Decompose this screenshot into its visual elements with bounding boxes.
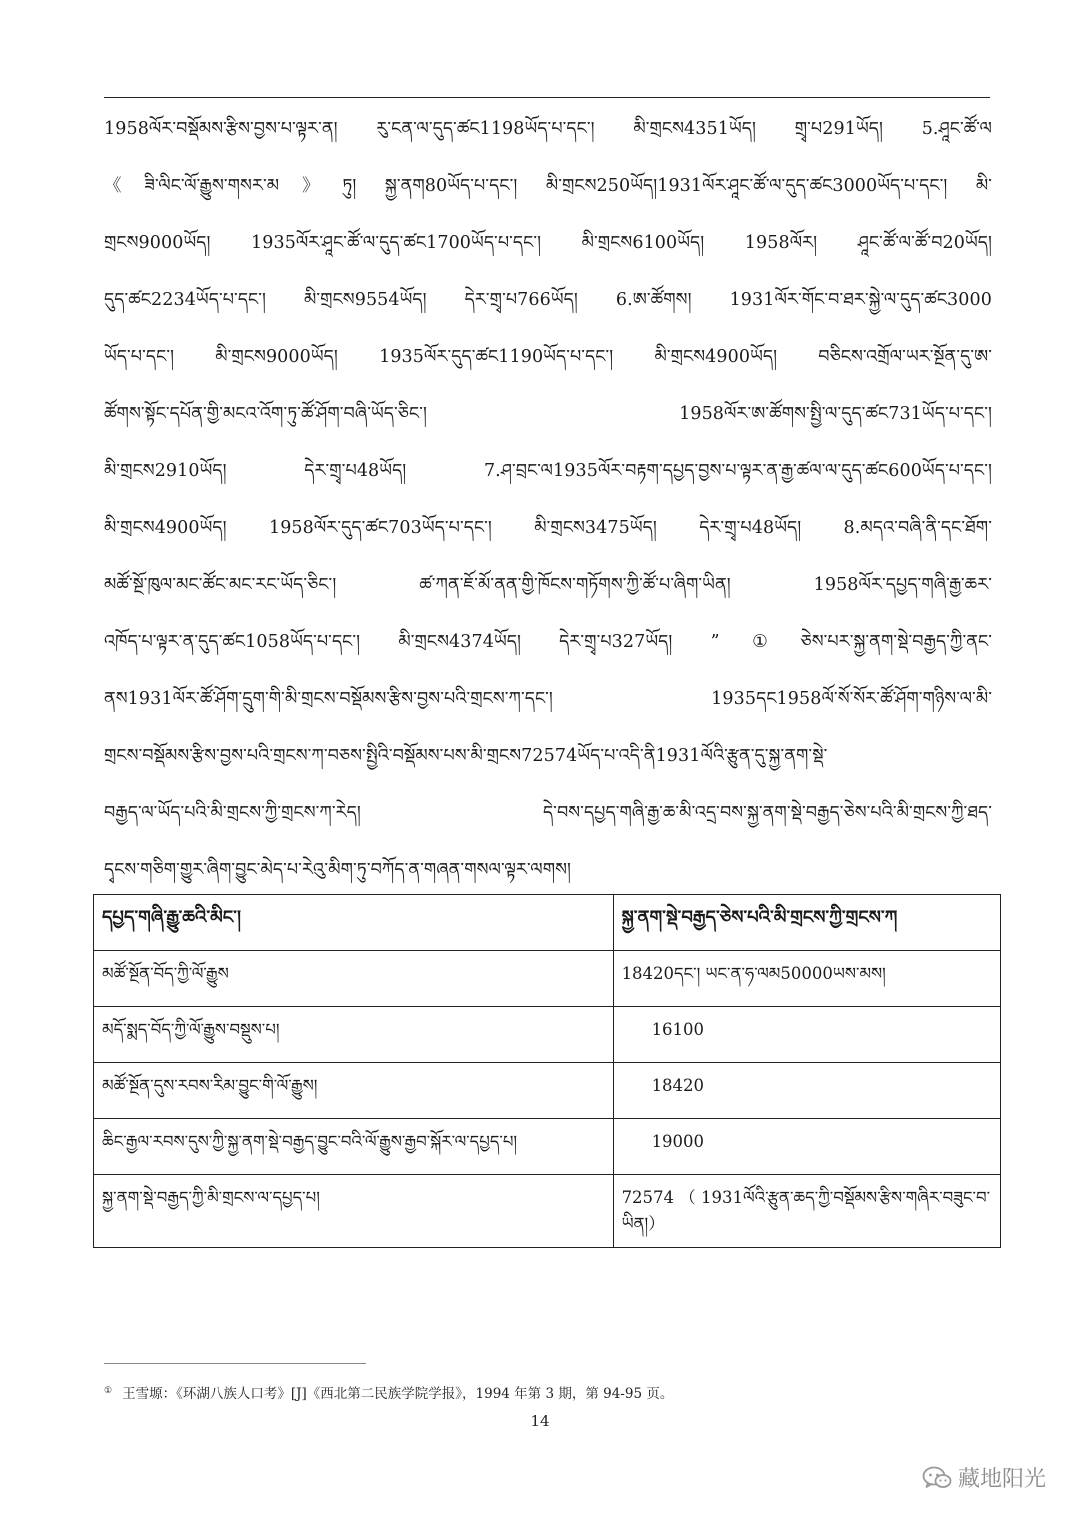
table-cell-count: 18420དང་། ཡང་ན་ཧ་ལམ50000ཡས་མས། — [613, 951, 1000, 1007]
table-header-row — [94, 895, 1001, 951]
footnote — [104, 1382, 673, 1402]
body-line: ཡོད་པ་དང་། མི་གྲངས9000ཡོད། 1935ལོར་དུད་ཚང1190ཡོད་པ་དང་། མི་གྲངས4900ཡོད། བཅིངས་འགྲོལ་ཡར་སྔོན་དུ་ཨ་ — [104, 347, 992, 367]
body-line: ཚོགས་སྟོང་དཔོན་གྱི་མངའ་འོག་ཏུ་ཚོ་ཤོག་བཞི་ཡོད་ཅིང་། 1958ལོར་ཨ་ཚོགས་སྤྱི་ལ་དུད་ཚང731ཡོད་པ་དང་། — [104, 404, 992, 424]
body-line: ནས1931ལོར་ཚོ་ཤོག་དྲུག་གི་མི་གྲངས་བསྡོམས་རྩིས་བྱས་པའི་གྲངས་ཀ་དང་། 1935དང1958ལོ་སོ་སོར་ཚོ་ཤོག་གཉིས་ལ་མི་ — [104, 689, 992, 709]
page-number: 14 — [530, 1412, 550, 1430]
table-cell-source: ཆིང་རྒྱལ་རབས་དུས་ཀྱི་སྐྱ་ནག་སྡེ་བརྒྱད་བྱུང་བའི་ལོ་རྒྱུས་རྒྱབ་སྐོར་ལ་དཔྱད་པ། — [94, 1119, 614, 1175]
body-line: བརྒྱད་ལ་ཡོད་པའི་མི་གྲངས་ཀྱི་གྲངས་ཀ་རེད། དེ་བས་དཔྱད་གཞི་རྒྱ་ཆ་མི་འདྲ་བས་སྐྱ་ནག་སྡེ་བརྒྱད་ཅེས་པའི་མི་གྲངས་ཀྱི་ཐད་ — [104, 803, 992, 823]
table-cell-source: མཚོ་སྔོན་དུས་རབས་རིམ་བྱུང་གི་ལོ་རྒྱུས། — [94, 1063, 614, 1119]
table-cell-source: མདོ་སྨད་བོད་ཀྱི་ལོ་རྒྱུས་བསྡུས་པ། — [94, 1007, 614, 1063]
body-line: 《ཟི་ལིང་ལོ་རྒྱུས་གསར་མ》ཏུ། སྐྱ་ནག80ཡོད་པ་དང་། མི་གྲངས250ཡོད།1931ལོར་ཤཱང་ཚོ་ལ་དུད་ཚང3000ཡོད་པ་དང་། མི་ — [104, 176, 992, 196]
wechat-icon — [922, 1465, 952, 1491]
table-header-count: སྐྱ་ནག་སྡེ་བརྒྱད་ཅེས་པའི་མི་གྲངས་ཀྱི་གྲངས་ཀ — [613, 895, 1000, 951]
table-cell-count: 18420 — [613, 1063, 1000, 1119]
table-cell-count: 16100 — [613, 1007, 1000, 1063]
body-line: མཚོ་སྔོ་ཁུལ་མང་ཚོང་མང་རང་ཡོད་ཅིང་། ཚ་ཀན་ཇོ་མོ་ནན་གྱི་ཁོངས་གཏོགས་ཀྱི་ཚོ་པ་ཞིག་ཡིན། 1958ལོར་དཔྱད་གཞི་རྒྱ་ཆར་ — [104, 575, 992, 595]
table-header-source: དཔྱད་གཞི་རྒྱུ་ཆའི་མིང་། — [94, 895, 614, 951]
header-rule — [104, 97, 990, 98]
footnote-marker: ① — [104, 1385, 113, 1396]
population-table — [93, 894, 1001, 1248]
body-line: དུད་ཚང2234ཡོད་པ་དང་། མི་གྲངས9554ཡོད། དེར་གྲྭ་པ766ཡོད། 6.ཨ་ཚོགས། 1931ལོར་གོང་བ་ཐར་སྐྱེ་ལ་དུད་ཚང3000 — [104, 290, 992, 310]
table-cell-source: མཚོ་སྔོན་བོད་ཀྱི་ལོ་རྒྱུས — [94, 951, 614, 1007]
body-line: མི་གྲངས2910ཡོད། དེར་གྲྭ་པ48ཡོད། 7.ཤ་བྲང་ལ1935ལོར་བརྟག་དཔྱད་བྱས་པ་ལྟར་ན་རྒྱ་ཚལ་ལ་དུད་ཚང600ཡོད་པ་དང་། — [104, 461, 992, 481]
body-line: གྲངས་བསྡོམས་རྩིས་བྱས་པའི་གྲངས་ཀ་བཅས་སྤྱིའི་བསྡོམས་པས་མི་གྲངས72574ཡོད་པ་འདི་ནི1931ལོའི་རྩུན་དུ་སྐྱ་ནག་སྡེ་ — [104, 746, 828, 766]
table-cell-source: སྐྱ་ནག་སྡེ་བརྒྱད་ཀྱི་མི་གྲངས་ལ་དཔྱད་པ། — [94, 1175, 614, 1248]
body-line: དྭངས་གཅིག་གྱུར་ཞིག་བྱུང་མེད་པ་རེའུ་མིག་ཏུ་བཀོད་ན་གཞན་གསལ་ལྟར་ལགས། — [104, 860, 572, 880]
body-line: མི་གྲངས4900ཡོད། 1958ལོར་དུད་ཚང703ཡོད་པ་དང་། མི་གྲངས3475ཡོད། དེར་གྲྭ་པ48ཡོད། 8.མདའ་བཞི་ནི་དང་ཐོག་ — [104, 518, 992, 538]
body-line: 1958ལོར་བསྡོམས་རྩིས་བྱས་པ་ལྟར་ན། རུ་ངན་ལ་དུད་ཚང1198ཡོད་པ་དང་། མི་གྲངས4351ཡོད། གྲྭ་པ291ཡོད། 5.ཤཱང་ཚོ་ལ — [104, 119, 992, 139]
footnote-text: 王雪塬：《环湖八族人口考》[J]《西北第二民族学院学报》，1994 年第 3 期，第 94-95 页。 — [122, 1386, 674, 1402]
body-line: འཁོད་པ་ལྟར་ན་དུད་ཚང1058ཡོད་པ་དང་། མི་གྲངས4374ཡོད། དེར་གྲྭ་པ327ཡོད། ”①ཅེས་པར་སྐྱ་ནག་སྡེ་བརྒྱད་ཀྱི་ནང་ — [104, 632, 992, 652]
watermark-text: 藏地阳光 — [957, 1467, 1046, 1492]
table-row — [94, 1175, 1001, 1248]
table-cell-count: 19000 — [613, 1119, 1000, 1175]
footnote-rule — [104, 1363, 366, 1364]
table-row — [94, 1007, 1001, 1063]
table-row — [94, 951, 1001, 1007]
watermark — [922, 1462, 1046, 1493]
table-cell-count: 72574 （ 1931ལོའི་རྩུན་ཆད་ཀྱི་བསྡོམས་རྩིས་གཞིར་བཟུང་བ་ཡིན།） — [613, 1175, 1000, 1248]
table-row — [94, 1119, 1001, 1175]
body-line: གྲངས9000ཡོད། 1935ལོར་ཤཱང་ཚོ་ལ་དུད་ཚང1700ཡོད་པ་དང་། མི་གྲངས6100ཡོད། 1958ལོར། ཤཱང་ཚོ་ལ་ཚོ་བ20ཡོད། — [104, 233, 992, 253]
table-row — [94, 1063, 1001, 1119]
body-text — [104, 106, 992, 904]
